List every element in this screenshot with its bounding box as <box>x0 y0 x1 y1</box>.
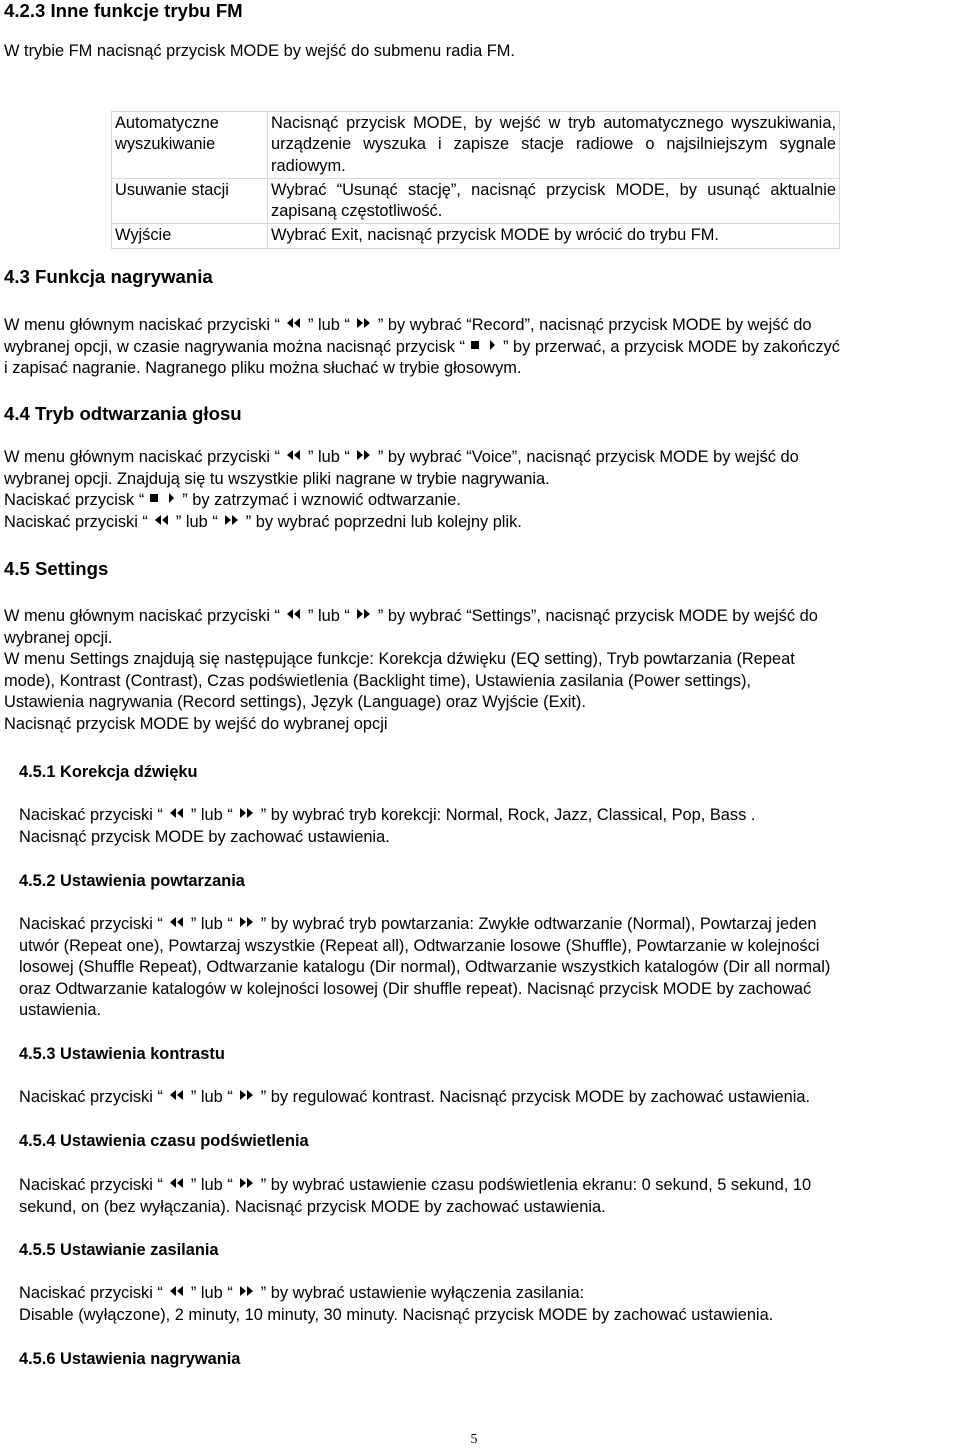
section-paragraph <box>4 447 956 533</box>
text-run: W menu głównym naciskać przyciski “ <box>4 316 280 335</box>
table-cell-label: Automatyczne wyszukiwanie <box>112 112 268 179</box>
fast-forward-icon <box>239 913 255 935</box>
section-heading-4-5: 4.5 Settings <box>4 558 109 579</box>
text-run: Naciskać przyciski “ <box>4 512 148 531</box>
fast-forward-icon <box>239 1086 255 1108</box>
rewind-icon <box>169 913 185 935</box>
section-heading-4-5-5: 4.5.5 Ustawianie zasilania <box>19 1241 219 1259</box>
text-run: Naciskać przyciski “ <box>19 915 163 934</box>
text-run: ” lub “ <box>190 1088 233 1107</box>
text-run: ” by wybrać ustawienie wyłączenia zasilania: <box>260 1284 585 1303</box>
text-run: ” lub “ <box>190 915 233 934</box>
paragraph-line: Ustawienia nagrywania (Record settings), Język (Language) oraz Wyjście (Exit). <box>4 693 586 712</box>
paragraph-line: Nacisnąć przycisk MODE by wejść do wybranej opcji <box>4 714 388 733</box>
paragraph-line: wybranej opcji. <box>4 628 113 647</box>
section-paragraph <box>19 1283 956 1326</box>
table-cell-description: Nacisnąć przycisk MODE, by wejść w tryb automatycznego wyszukiwania, urządzenie wyszuka i zapisze stacje radiowe o najsilniejszym sygnale radiowym. <box>268 112 840 179</box>
section-heading-4-5-6: 4.5.6 Ustawienia nagrywania <box>19 1350 241 1368</box>
text-run: wybranej opcji, w czasie nagrywania można nacisnąć przycisk “ <box>4 337 465 356</box>
text-run: ” lub “ <box>307 607 350 626</box>
section-heading-4-3: 4.3 Funkcja nagrywania <box>4 266 213 287</box>
text-run: ” by wybrać tryb powtarzania: Zwykłe odtwarzanie (Normal), Powtarzaj jeden <box>260 915 817 934</box>
paragraph-line: oraz Odtwarzanie katalogów w kolejności losowej (Dir shuffle repeat). Nacisnąć przycisk MODE by zachować <box>19 979 812 998</box>
text-run: ” lub “ <box>307 316 350 335</box>
stop-play-icon <box>150 489 176 511</box>
table-row <box>112 112 840 179</box>
fast-forward-icon <box>356 446 372 468</box>
paragraph-line: sekund, on (bez wyłączania). Nacisnąć przycisk MODE by zachować ustawienia. <box>19 1197 606 1216</box>
section-heading-4-5-3: 4.5.3 Ustawienia kontrastu <box>19 1045 225 1063</box>
text-run: ” lub “ <box>190 806 233 825</box>
table-row <box>112 224 840 248</box>
paragraph-line <box>4 606 956 628</box>
fast-forward-icon <box>239 1174 255 1196</box>
table-cell-label: Wyjście <box>112 224 268 248</box>
text-run: ” by wybrać “Record”, nacisnąć przycisk MODE by wejść do <box>377 316 812 335</box>
fast-forward-icon <box>224 511 240 533</box>
stop-play-icon <box>471 336 497 358</box>
text-run: W menu głównym naciskać przyciski “ <box>4 448 280 467</box>
rewind-icon <box>169 1086 185 1108</box>
paragraph-line: losowej (Shuffle Repeat), Odtwarzanie katalogu (Dir normal), Odtwarzanie wszystkich katalogów (Dir all normal) <box>19 958 831 977</box>
rewind-icon <box>286 314 302 336</box>
section-paragraph <box>19 805 956 848</box>
text-run: ” by wybrać “Settings”, nacisnąć przycisk MODE by wejść do <box>377 607 818 626</box>
section-heading-4-4: 4.4 Tryb odtwarzania głosu <box>4 403 242 424</box>
fm-submenu-table <box>111 111 840 249</box>
section-paragraph <box>4 606 956 735</box>
rewind-icon <box>286 605 302 627</box>
table-cell-description: Wybrać Exit, nacisnąć przycisk MODE by wrócić do trybu FM. <box>268 224 840 248</box>
text-run: ” by wybrać ustawienie czasu podświetlenia ekranu: 0 sekund, 5 sekund, 10 <box>260 1176 812 1195</box>
fast-forward-icon <box>356 314 372 336</box>
text-run: Naciskać przyciski “ <box>19 1088 163 1107</box>
paragraph-line: W menu Settings znajdują się następujące funkcje: Korekcja dźwięku (EQ setting), Tryb powtarzania (Repeat <box>4 650 795 669</box>
rewind-icon <box>169 1174 185 1196</box>
rewind-icon <box>169 1282 185 1304</box>
text-run: ” by zatrzymać i wznowić odtwarzanie. <box>182 491 461 510</box>
text-run: ” by wybrać “Voice”, nacisnąć przycisk MODE by wejść do <box>377 448 799 467</box>
section-paragraph <box>19 914 956 1022</box>
section-paragraph <box>19 1175 956 1218</box>
paragraph-line: utwór (Repeat one), Powtarzaj wszystkie (Repeat all), Odtwarzanie losowe (Shuffle), Powtarzanie w kolejności <box>19 936 820 955</box>
section-heading-4-5-1: 4.5.1 Korekcja dźwięku <box>19 763 198 781</box>
section-heading-4-2-3: 4.2.3 Inne funkcje trybu FM <box>4 0 243 21</box>
text-run: Naciskać przycisk “ <box>4 491 145 510</box>
section-heading-4-5-4: 4.5.4 Ustawienia czasu podświetlenia <box>19 1132 309 1150</box>
rewind-icon <box>169 804 185 826</box>
text-run: W menu głównym naciskać przyciski “ <box>4 607 280 626</box>
text-run: ” by wybrać tryb korekcji: Normal, Rock, Jazz, Classical, Pop, Bass . <box>260 806 756 825</box>
text-run: ” lub “ <box>190 1176 233 1195</box>
paragraph-line: i zapisać nagranie. Nagranego pliku można słuchać w trybie głosowym. <box>4 359 522 378</box>
section-paragraph <box>4 315 956 380</box>
text-run: Naciskać przyciski “ <box>19 806 163 825</box>
paragraph-line <box>19 914 956 936</box>
paragraph-line: ustawienia. <box>19 1001 102 1020</box>
fast-forward-icon <box>239 804 255 826</box>
paragraph-line <box>4 490 956 512</box>
text-run: ” lub “ <box>175 512 218 531</box>
fast-forward-icon <box>356 605 372 627</box>
paragraph-line <box>19 1283 956 1305</box>
rewind-icon <box>286 446 302 468</box>
paragraph-line: wybranej opcji. Znajdują się tu wszystkie pliki nagrane w trybie nagrywania. <box>4 469 550 488</box>
text-run: ” lub “ <box>190 1284 233 1303</box>
paragraph-line <box>4 447 956 469</box>
fast-forward-icon <box>239 1282 255 1304</box>
text-run: Naciskać przyciski “ <box>19 1176 163 1195</box>
text-run: ” by regulować kontrast. Nacisnąć przycisk MODE by zachować ustawienia. <box>260 1088 811 1107</box>
section-heading-4-5-2: 4.5.2 Ustawienia powtarzania <box>19 872 245 890</box>
paragraph-line <box>4 315 956 337</box>
paragraph-line: Disable (wyłączone), 2 minuty, 10 minuty, 30 minuty. Nacisnąć przycisk MODE by zachować ustawienia. <box>19 1305 774 1324</box>
table-row <box>112 178 840 224</box>
text-run: ” by wybrać poprzedni lub kolejny plik. <box>245 512 522 531</box>
text-run: ” by przerwać, a przycisk MODE by zakończyć <box>502 337 840 356</box>
paragraph-line <box>19 1175 956 1197</box>
paragraph-line <box>19 805 956 827</box>
rewind-icon <box>154 511 170 533</box>
text-run: Naciskać przyciski “ <box>19 1284 163 1303</box>
page-number: 5 <box>470 1432 478 1447</box>
paragraph-line <box>19 1087 956 1109</box>
table-cell-description: Wybrać “Usunąć stację”, nacisnąć przycisk MODE, by usunąć aktualnie zapisaną częstotliwość. <box>268 178 840 224</box>
section-paragraph <box>19 1087 956 1109</box>
section-intro: W trybie FM nacisnąć przycisk MODE by wejść do submenu radia FM. <box>4 42 515 60</box>
paragraph-line <box>4 337 956 359</box>
text-run: ” lub “ <box>307 448 350 467</box>
paragraph-line <box>4 512 956 534</box>
paragraph-line: Nacisnąć przycisk MODE by zachować ustawienia. <box>19 827 390 846</box>
table-cell-label: Usuwanie stacji <box>112 178 268 224</box>
paragraph-line: mode), Kontrast (Contrast), Czas podświetlenia (Backlight time), Ustawienia zasilania (Power settings), <box>4 671 751 690</box>
